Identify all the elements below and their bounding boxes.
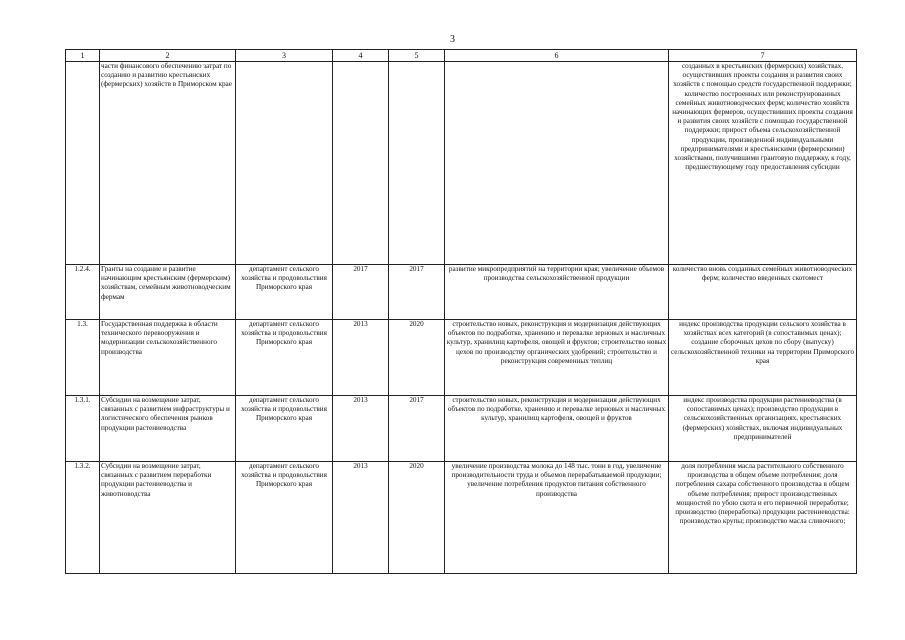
row-start-year: 2017 [333,265,389,320]
table-row [66,265,857,320]
row-start-year: 2013 [333,320,389,396]
row-start-year: 2013 [333,462,389,574]
row-indicators: количество вновь созданных семейных животноводческих ферм; количество введенных скотомест [669,265,857,320]
row-name: Гранты на создание и развитие начинающим крестьянским (фермерским) хозяйствам, семейным животноводческим фермам [100,265,236,320]
row-result [445,62,669,265]
row-end-year: 2017 [389,265,445,320]
row-indicators: индекс производства продукции сельского хозяйства в хозяйствах всех категорий (в сопоставимых ценах); создание сборочных цехов по сбору (выпуску) сельскохозяйственной техники на территории Приморского края [669,320,857,396]
row-executor: департамент сельского хозяйства и продовольствия Приморского края [236,265,333,320]
header-col-7: 7 [669,50,857,62]
row-name: части финансового обеспечению затрат по созданию и развитию крестьянских (фермерских) хозяйств в Приморском крае [100,62,236,265]
row-result: строительство новых, реконструкция и модернизация действующих объектов по подработке, хранению и перевалке зерновых и масличных культур, хранилищ картофеля, овощей и фруктов; строительство новых цехов по производству органических удобрений; строительство и реконструкция современных теплиц [445,320,669,396]
row-name: Субсидии на возмещение затрат, связанных с развитием переработки продукции растениеводства и животноводства [100,462,236,574]
row-executor: департамент сельского хозяйства и продовольствия Приморского края [236,320,333,396]
row-id: 1.3. [66,320,100,396]
row-executor: департамент сельского хозяйства и продовольствия Приморского края [236,396,333,462]
row-name: Субсидии на возмещение затрат, связанных с развитием инфраструктуры и логистического обеспечения рынков продукции растениеводства [100,396,236,462]
table-row [66,320,857,396]
row-id: 1.2.4. [66,265,100,320]
row-id [66,62,100,265]
page-number: 3 [450,34,455,45]
header-col-4: 4 [333,50,389,62]
row-result: увеличение производства молока до 148 тыс. тонн в год, увеличение производительности труда и объемов перерабатываемой продукции; увеличение потребления продуктов питания собственного производства [445,462,669,574]
program-table [65,49,857,574]
row-end-year: 2020 [389,462,445,574]
row-indicators: доля потребления масла растительного собственного производства в общем объеме потребления; доля потребления сахара собственного производства в общем объеме потребления; прирост производственных мощностей по убою скота и его первичной переработке; производство (переработка) продукции растениеводства: производство крупы; производство масла сливочного; [669,462,857,574]
header-col-2: 2 [100,50,236,62]
row-indicators: созданных в крестьянских (фермерских) хозяйствах, осуществивших проекты создания и развития своих хозяйств с помощью средств государственной поддержки; количество построенных или реконструированных семейных животноводческих ферм; количество хозяйств начинающих фермеров, осуществивших проекты создания и развития своих хозяйств с помощью государственной поддержки; прирост объема сельскохозяйственной продукции, произведенной индивидуальными предпринимателями и крестьянскими (фермерскими) хозяйствами, получившими грантовую поддержку, к году, предшествующему году предоставления субсидии [669,62,857,265]
row-id: 1.3.2. [66,462,100,574]
header-col-6: 6 [445,50,669,62]
row-end-year: 2020 [389,320,445,396]
row-name: Государственная поддержка в области технического перевооружения и модернизации сельскохозяйственного производства [100,320,236,396]
row-start-year: 2013 [333,396,389,462]
row-start-year [333,62,389,265]
row-end-year: 2017 [389,396,445,462]
row-executor: департамент сельского хозяйства и продовольствия Приморского края [236,462,333,574]
header-row [66,50,857,62]
row-id: 1.3.1. [66,396,100,462]
row-result: развитие микропредприятий на территории края; увеличение объемов производства сельскохозяйственной продукции [445,265,669,320]
table-row [66,462,857,574]
row-end-year [389,62,445,265]
row-executor [236,62,333,265]
table-row [66,62,857,265]
table-row [66,396,857,462]
header-col-1: 1 [66,50,100,62]
row-indicators: индекс производства продукции растениеводства (в сопоставимых ценах); производство продукции в сельскохозяйственных организациях, крестьянских (фермерских) хозяйствах, включая индивидуальных предпринимателей [669,396,857,462]
header-col-5: 5 [389,50,445,62]
row-result: строительство новых, реконструкция и модернизация действующих объектов по подработке, хранению и перевалке зерновых и масличных культур, хранилищ картофеля, овощей и фруктов [445,396,669,462]
header-col-3: 3 [236,50,333,62]
